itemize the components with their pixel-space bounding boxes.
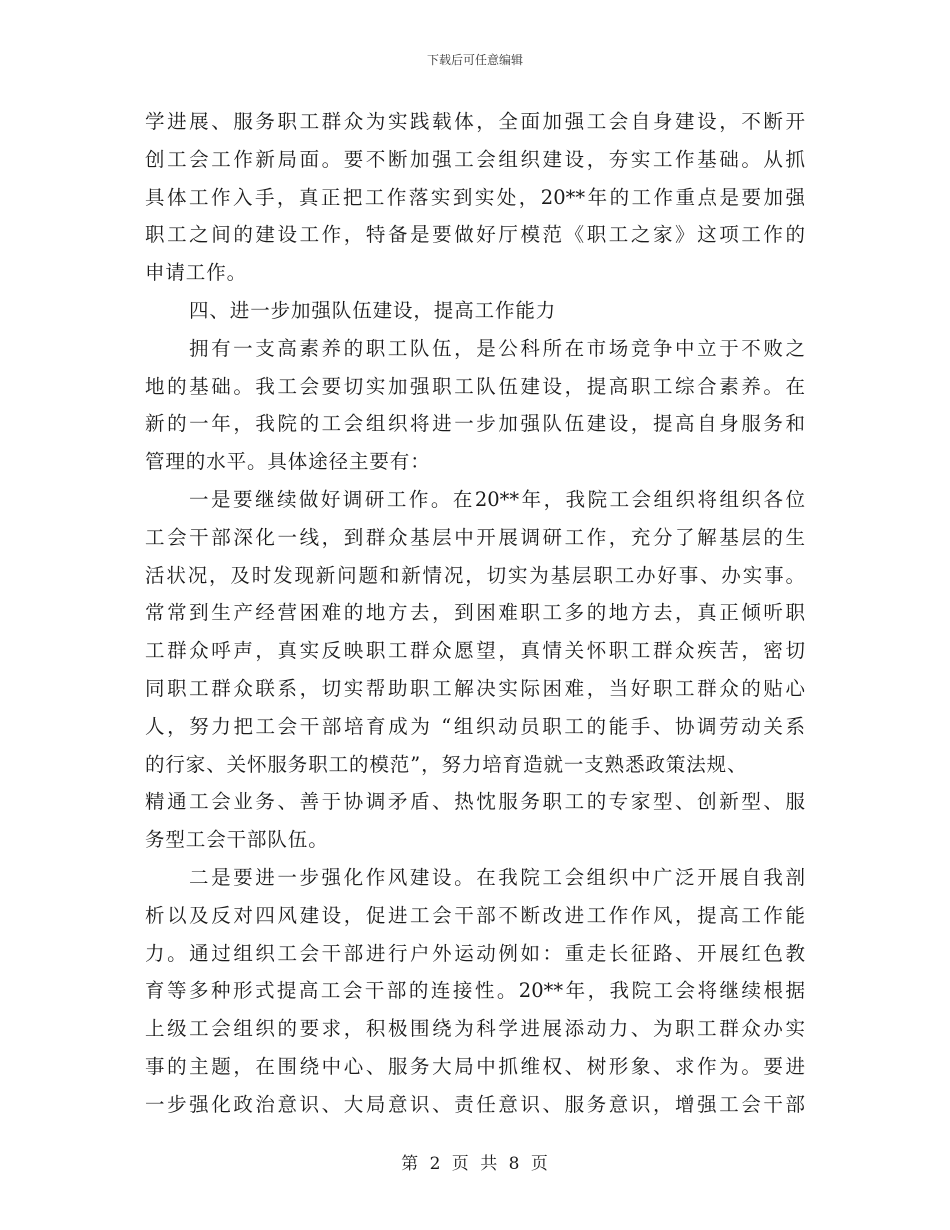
- text-line: 育等多种形式提高工会干部的连接性。20**年，我院工会将继续根据: [145, 979, 805, 1003]
- text-line: 务型工会干部队伍。: [145, 828, 329, 852]
- text-line: 精通工会业务、善于协调矛盾、热忱服务职工的专家型、创新型、服: [145, 790, 805, 814]
- text-line: 常常到生产经营困难的地方去，到困难职工多的地方去，真正倾听职: [145, 601, 805, 625]
- text-line: 一是要继续做好调研工作。在20**年，我院工会组织将组织各位: [189, 487, 805, 511]
- text-line: 具体工作入手，真正把工作落实到实处，20**年的工作重点是要加强: [145, 185, 805, 209]
- text-line: 职工之间的建设工作，特备是要做好厅模范《职工之家》这项工作的: [145, 223, 805, 247]
- section-heading: 四、进一步加强队伍建设，提高工作能力: [189, 298, 557, 322]
- text-line: 力。通过组织工会干部进行户外运动例如：重走长征路、开展红色教: [145, 941, 805, 965]
- text-line: 工会干部深化一线，到群众基层中开展调研工作，充分了解基层的生: [145, 525, 805, 549]
- page-number-footer: 第 2 页 共 8 页: [401, 1154, 549, 1174]
- document-body: [145, 103, 805, 1124]
- text-line: 申请工作。: [145, 261, 248, 285]
- text-line: 地的基础。我工会要切实加强职工队伍建设，提高职工综合素养。在: [145, 374, 805, 398]
- page-header-note: 下载后可任意编辑: [426, 53, 523, 67]
- text-line: 析以及反对四风建设，促进工会干部不断改进工作作风，提高工作能: [145, 903, 805, 927]
- text-line: 二是要进一步强化作风建设。在我院工会组织中广泛开展自我剖: [189, 865, 805, 889]
- text-line: 新的一年，我院的工会组织将进一步加强队伍建设，提高自身服务和: [145, 412, 805, 436]
- text-line: 工群众呼声，真实反映职工群众愿望，真情关怀职工群众疾苦，密切: [145, 639, 805, 663]
- text-line: 活状况，及时发现新问题和新情况，切实为基层职工办好事、办实事。: [145, 563, 805, 587]
- text-line: 的行家、关怀服务职工的模范”，努力培育造就一支熟悉政策法规、: [145, 752, 748, 776]
- text-line: 人，努力把工会干部培育成为 “组织动员职工的能手、协调劳动关系: [145, 714, 805, 738]
- text-line: 创工会工作新局面。要不断加强工会组织建设，夯实工作基础。从抓: [145, 147, 805, 171]
- text-line: 同职工群众联系，切实帮助职工解决实际困难，当好职工群众的贴心: [145, 676, 805, 700]
- text-line: 学进展、服务职工群众为实践载体，全面加强工会自身建设，不断开: [145, 110, 805, 133]
- text-line: 事的主题，在围绕中心、服务大局中抓维权、树形象、求作为。要进: [145, 1054, 805, 1078]
- text-line: 上级工会组织的要求，积极围绕为科学进展添动力、为职工群众办实: [145, 1017, 805, 1041]
- text-line: 拥有一支高素养的职工队伍，是公科所在市场竞争中立于不败之: [189, 336, 805, 360]
- text-line: 管理的水平。具体途径主要有：: [145, 450, 431, 474]
- text-line: 一步强化政治意识、大局意识、责任意识、服务意识，增强工会干部: [145, 1092, 805, 1116]
